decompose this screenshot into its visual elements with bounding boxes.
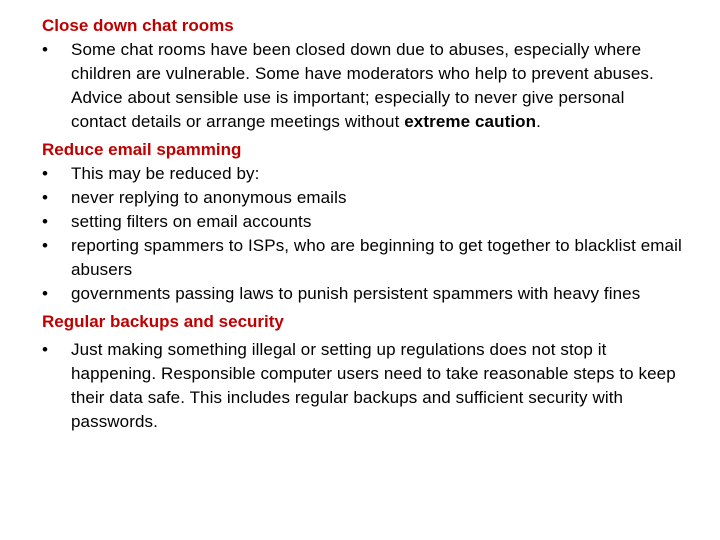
bullet-icon: •: [42, 164, 49, 183]
bullet-list-email-spamming: [42, 162, 682, 306]
bullet-item: [42, 186, 682, 210]
bullet-text: governments passing laws to punish persistent spammers with heavy fines: [71, 284, 641, 303]
bullet-icon: •: [42, 340, 49, 359]
bullet-bold-text: extreme caution: [404, 112, 537, 131]
bullet-text: This may be reduced by:: [71, 164, 260, 183]
bullet-item: [42, 38, 682, 134]
bullet-list-backups-security: [42, 338, 682, 434]
bullet-text: never replying to anonymous emails: [71, 188, 347, 207]
bullet-icon: •: [42, 212, 49, 231]
bullet-text: reporting spammers to ISPs, who are beginning to get together to blacklist email abusers: [71, 236, 682, 279]
slide-content: [42, 14, 682, 438]
bullet-text: setting filters on email accounts: [71, 212, 312, 231]
bullet-item: [42, 234, 682, 282]
bullet-text: Some chat rooms have been closed down due to abuses, especially where children are vulnerable. Some have moderators who help to prevent abuses. Advice about sensible use is important; especially to never give personal contact details or arrange meetings without: [71, 40, 654, 131]
bullet-icon: •: [42, 236, 49, 255]
section-heading-chat-rooms: Close down chat rooms: [42, 16, 234, 35]
bullet-item: [42, 162, 682, 186]
bullet-icon: •: [42, 40, 49, 59]
bullet-text: Just making something illegal or setting up regulations does not stop it happening. Responsible computer users need to take reasonable steps to keep their data safe. This includes regular backups and sufficient security with passwords.: [71, 340, 676, 431]
bullet-item: [42, 282, 682, 306]
bullet-list-chat-rooms: [42, 38, 682, 134]
section-heading-backups-security: Regular backups and security: [42, 312, 284, 331]
bullet-icon: •: [42, 284, 49, 303]
section-heading-email-spamming: Reduce email spamming: [42, 140, 242, 159]
bullet-icon: •: [42, 188, 49, 207]
bullet-text-end: .: [536, 112, 541, 131]
bullet-item: [42, 338, 682, 434]
bullet-item: [42, 210, 682, 234]
